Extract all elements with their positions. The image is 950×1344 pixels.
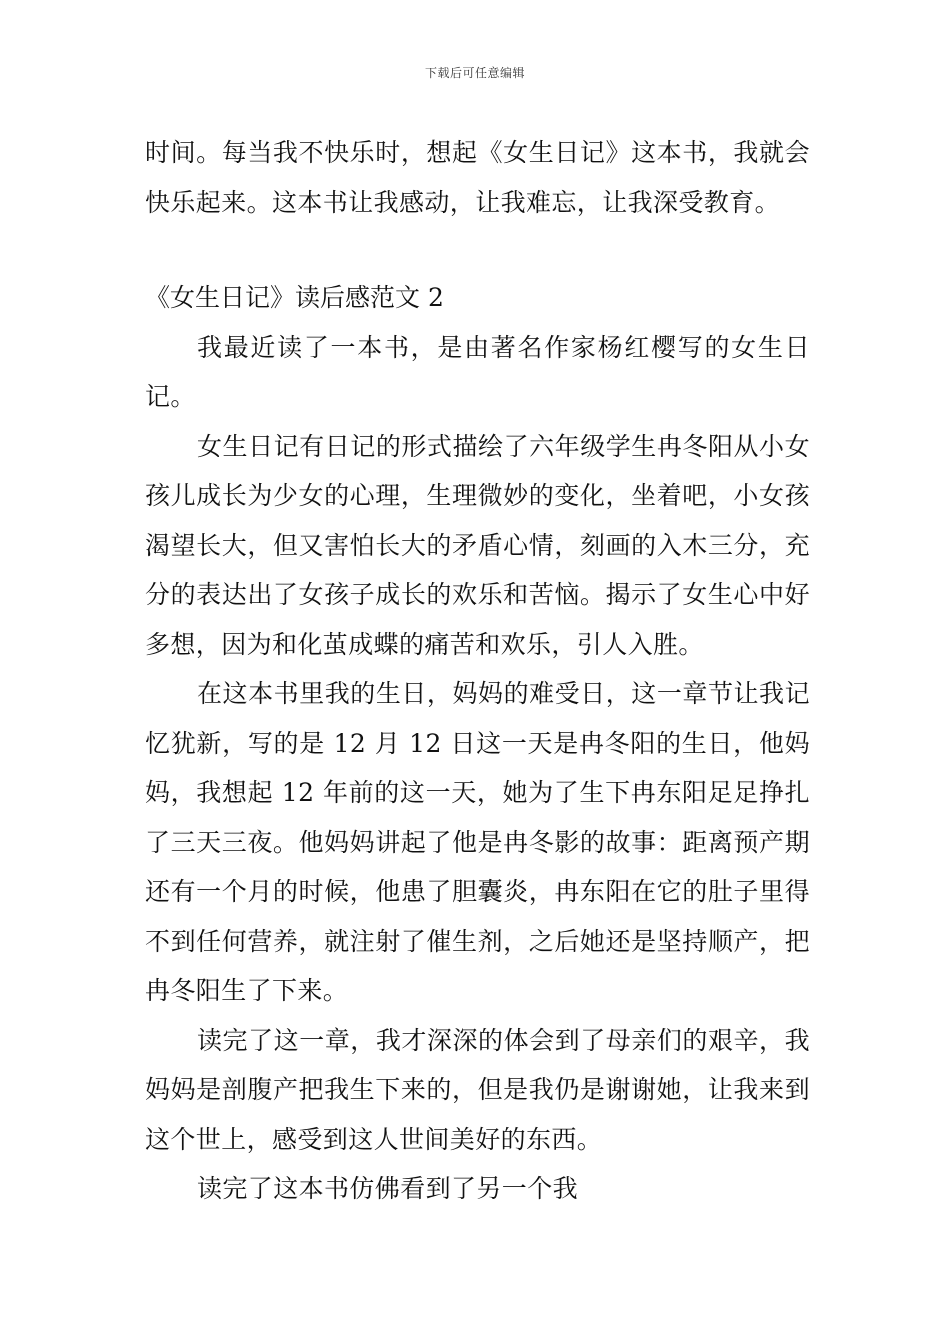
body-paragraph-2: 女生日记有日记的形式描绘了六年级学生冉冬阳从小女孩儿成长为少女的心理，生理微妙的变化，坐着吧，小女孩渴望长大，但又害怕长大的矛盾心情，刻画的入木三分，充分的表达出了女孩子成长的欢乐和苦恼。揭示了女生心中好多想，因为和化茧成蝶的痛苦和欢乐，引人入胜。 (145, 431, 810, 659)
body-paragraph-1: 我最近读了一本书，是由著名作家杨红樱写的女生日记。 (145, 332, 810, 411)
body-paragraph-4: 读完了这一章，我才深深的体会到了母亲们的艰辛，我妈妈是剖腹产把我生下来的，但是我仍是谢谢她，让我来到这个世上，感受到这人世间美好的东西。 (145, 1025, 810, 1154)
page-header: 下载后可任意编辑 (424, 66, 525, 80)
section-gap (145, 227, 810, 273)
body-paragraph-3: 在这本书里我的生日，妈妈的难受日，这一章节让我记忆犹新，写的是 12 月 12 日这一天是冉冬阳的生日，他妈妈，我想起 12 年前的这一天，她为了生下冉东阳足足挣扎了三天三夜。他妈妈讲起了他是冉冬影的故事：距离预产期还有一个月的时候，他患了胆囊炎，冉东阳在它的肚子里得不到任何营养，就注射了催生剂，之后她还是坚持顺产，把冉冬阳生了下来。 (145, 679, 810, 1005)
section-title: 《女生日记》读后感范文 2 (145, 283, 444, 312)
continuation-paragraph: 时间。每当我不快乐时，想起《女生日记》这本书，我就会快乐起来。这本书让我感动，让我难忘，让我深受教育。 (145, 138, 810, 217)
document-body (145, 128, 810, 1214)
body-paragraph-5: 读完了这本书仿佛看到了另一个我 (197, 1174, 579, 1203)
